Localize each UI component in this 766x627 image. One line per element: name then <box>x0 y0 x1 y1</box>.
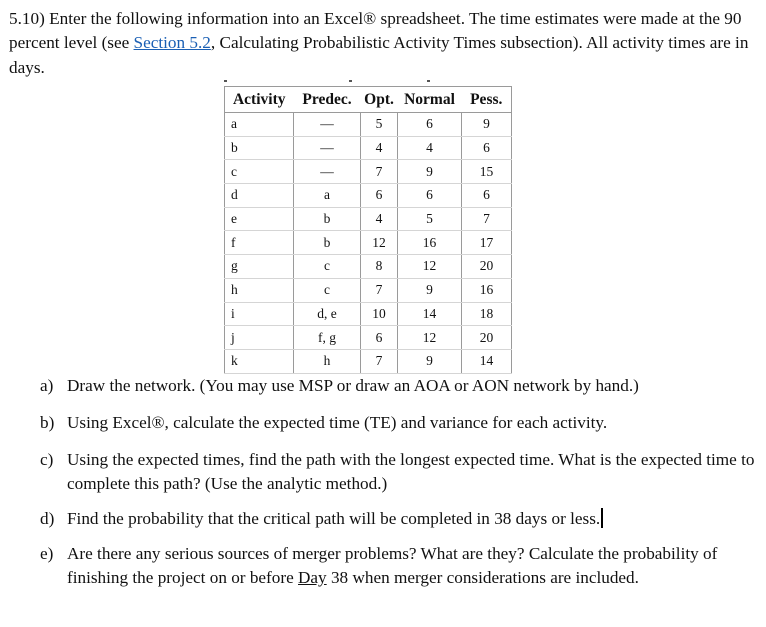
cell-predecessor: f, g <box>294 326 361 350</box>
table-header-row <box>225 87 512 113</box>
part-label: c) <box>40 450 54 469</box>
question-part-a <box>40 374 760 398</box>
cell-pessimistic: 6 <box>462 184 512 208</box>
cell-normal: 12 <box>398 255 462 279</box>
cell-optimistic: 6 <box>361 326 398 350</box>
cell-predecessor: — <box>294 160 361 184</box>
cell-normal: 16 <box>398 231 462 255</box>
question-part-c <box>40 448 760 496</box>
part-label: a) <box>40 376 54 395</box>
cell-activity: k <box>225 349 294 373</box>
text-cursor <box>601 508 603 528</box>
question-part-d <box>40 507 760 531</box>
intro-prefix: 5.10) Enter the following information into an Excel® spreadsheet. The time estimates were made at the 90 percent level (see <box>9 9 742 53</box>
cell-optimistic: 7 <box>361 349 398 373</box>
problem-intro <box>9 7 759 80</box>
cell-predecessor: a <box>294 184 361 208</box>
table-row <box>225 113 512 137</box>
cell-pessimistic: 16 <box>462 278 512 302</box>
cell-normal: 9 <box>398 160 462 184</box>
cell-optimistic: 7 <box>361 278 398 302</box>
cell-optimistic: 12 <box>361 231 398 255</box>
cell-optimistic: 5 <box>361 113 398 137</box>
section-link[interactable]: Section 5.2 <box>133 33 211 53</box>
table-row <box>225 184 512 208</box>
cell-predecessor: d, e <box>294 302 361 326</box>
cell-predecessor: c <box>294 278 361 302</box>
cell-activity: e <box>225 207 294 231</box>
table-row <box>225 349 512 373</box>
cell-activity: j <box>225 326 294 350</box>
cell-normal: 5 <box>398 207 462 231</box>
cell-predecessor: — <box>294 113 361 137</box>
cell-normal: 12 <box>398 326 462 350</box>
header-pessimistic: Pess. <box>462 87 512 113</box>
cell-optimistic: 10 <box>361 302 398 326</box>
cell-normal: 9 <box>398 349 462 373</box>
cell-normal: 9 <box>398 278 462 302</box>
cell-activity: g <box>225 255 294 279</box>
cell-pessimistic: 14 <box>462 349 512 373</box>
cell-predecessor: b <box>294 207 361 231</box>
activity-table-wrapper <box>224 86 512 374</box>
cell-normal: 6 <box>398 113 462 137</box>
cell-optimistic: 4 <box>361 207 398 231</box>
part-label: d) <box>40 509 55 528</box>
table-row <box>225 231 512 255</box>
cell-pessimistic: 6 <box>462 136 512 160</box>
cell-normal: 14 <box>398 302 462 326</box>
cell-pessimistic: 7 <box>462 207 512 231</box>
table-row <box>225 160 512 184</box>
intro-suffix: , Calculating Probabilistic Activity Times subsection). All activity times are in days. <box>9 33 749 77</box>
header-activity: Activity <box>225 87 294 113</box>
cell-optimistic: 7 <box>361 160 398 184</box>
cell-pessimistic: 18 <box>462 302 512 326</box>
part-label: e) <box>40 544 54 563</box>
cell-normal: 6 <box>398 184 462 208</box>
cell-normal: 4 <box>398 136 462 160</box>
header-predecessor: Predec. <box>294 87 361 113</box>
question-part-e <box>40 542 760 590</box>
cell-activity: f <box>225 231 294 255</box>
part-text: Draw the network. (You may use MSP or draw an AOA or AON network by hand.) <box>67 376 639 395</box>
cell-activity: a <box>225 113 294 137</box>
cell-optimistic: 8 <box>361 255 398 279</box>
cell-activity: h <box>225 278 294 302</box>
day-underlined: Day <box>298 568 327 587</box>
table-row <box>225 207 512 231</box>
part-text-after: 38 when merger considerations are included. <box>326 568 639 587</box>
table-row <box>225 255 512 279</box>
cell-activity: d <box>225 184 294 208</box>
cell-optimistic: 4 <box>361 136 398 160</box>
cell-pessimistic: 20 <box>462 326 512 350</box>
cell-pessimistic: 20 <box>462 255 512 279</box>
cell-optimistic: 6 <box>361 184 398 208</box>
question-parts <box>40 374 760 590</box>
table-row <box>225 136 512 160</box>
part-text: Find the probability that the critical path will be completed in 38 days or less. <box>67 509 601 528</box>
header-normal: Normal <box>398 87 462 113</box>
cell-pessimistic: 9 <box>462 113 512 137</box>
part-text: Using Excel®, calculate the expected time (TE) and variance for each activity. <box>67 413 608 432</box>
activity-table <box>224 86 512 374</box>
cell-activity: b <box>225 136 294 160</box>
table-row <box>225 302 512 326</box>
table-row <box>225 278 512 302</box>
cell-activity: i <box>225 302 294 326</box>
question-part-b <box>40 411 760 435</box>
cell-pessimistic: 17 <box>462 231 512 255</box>
header-optimistic: Opt. <box>361 87 398 113</box>
part-text: Using the expected times, find the path with the longest expected time. What is the expected time to complete this path? (Use the analytic method.) <box>67 450 755 493</box>
cell-predecessor: — <box>294 136 361 160</box>
part-label: b) <box>40 413 55 432</box>
cell-predecessor: h <box>294 349 361 373</box>
cell-pessimistic: 15 <box>462 160 512 184</box>
table-row <box>225 326 512 350</box>
cell-predecessor: c <box>294 255 361 279</box>
part-text-before: Are there any serious sources of merger problems? What are they? Calculate the probability of finishing the project on or before <box>67 544 718 587</box>
cell-predecessor: b <box>294 231 361 255</box>
cell-activity: c <box>225 160 294 184</box>
